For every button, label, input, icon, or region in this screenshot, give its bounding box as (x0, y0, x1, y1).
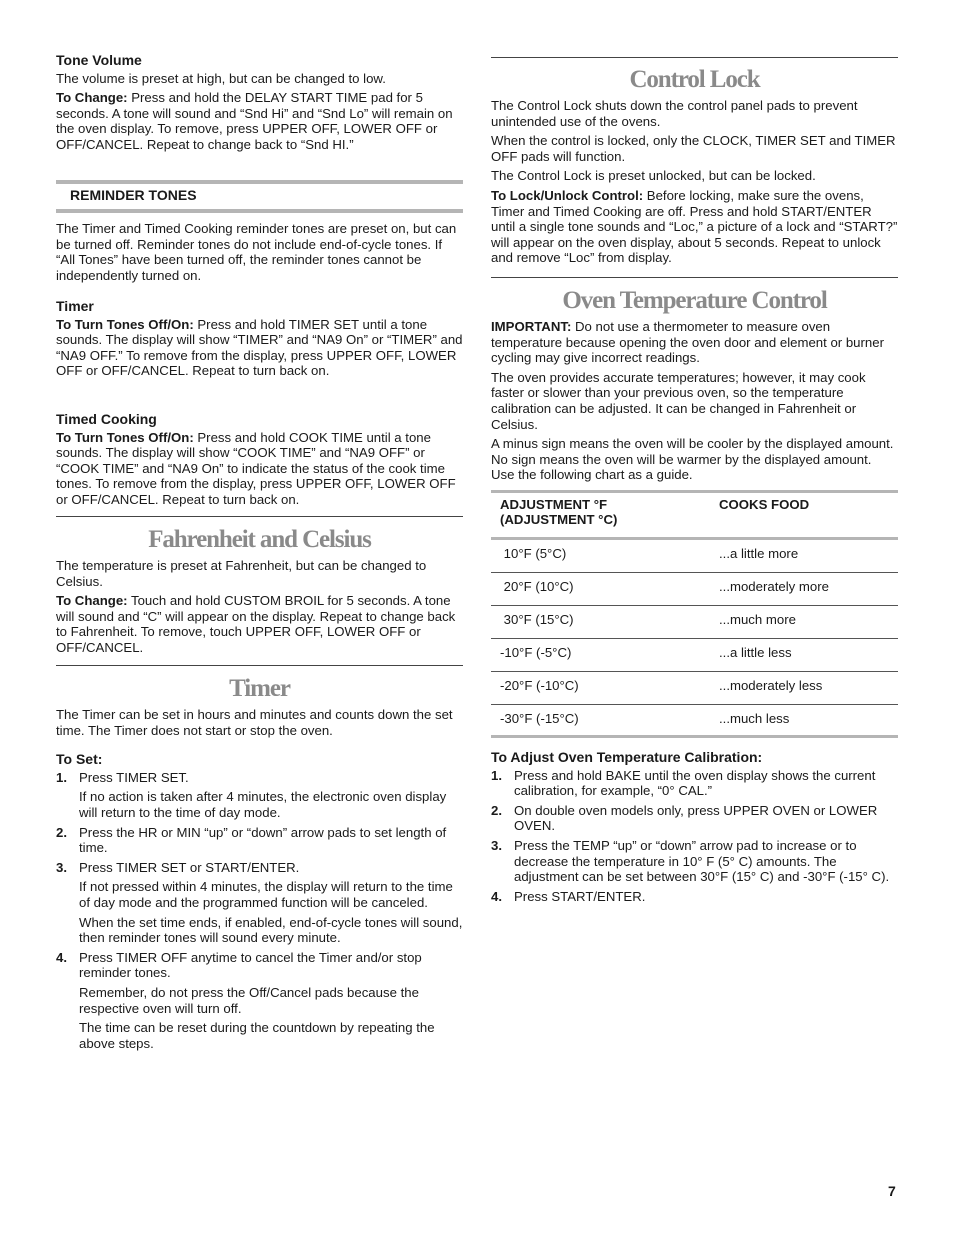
cell-cooks: ...much more (719, 612, 796, 627)
step-number: 4. (56, 949, 67, 965)
step-note: When the set time ends, if enabled, end-of-cycle tones will sound, then reminder tones will sound every minute. (79, 914, 463, 946)
timer-section (56, 675, 463, 1055)
reminder-timed-section (56, 412, 463, 512)
control-lock-p1: The Control Lock shuts down the control panel pads to prevent unintended use of the ovens. (491, 98, 858, 129)
control-lock-instructions (491, 188, 898, 266)
timed-cooking-lead: To Turn Tones Off/On: (56, 429, 194, 445)
step-number: 1. (56, 769, 67, 785)
reminder-bottom-bar (56, 209, 463, 213)
step-text: Press the TEMP “up” or “down” arrow pad to increase or to decrease the temperature in 10° F (5° C) amounts. The adjustment can be set between 30°F (15° C) and -30°F (-15° C). (514, 837, 890, 885)
timer-tones-heading: Timer (56, 298, 94, 314)
step-text: Press the HR or MIN “up” or “down” arrow pads to set length of time. (79, 824, 447, 856)
table-row (491, 606, 898, 639)
step-note: The time can be reset during the countdown by repeating the above steps. (79, 1020, 435, 1051)
control-lock-p3: The Control Lock is preset unlocked, but can be locked. (491, 168, 816, 184)
important-note (491, 319, 898, 366)
adjustment-table (491, 540, 898, 737)
fahrenheit-intro: The temperature is preset at Fahrenheit, but can be changed to Celsius. (56, 558, 427, 589)
fahrenheit-change-lead: To Change: (56, 593, 128, 609)
timer-tones-text (56, 317, 463, 379)
table-row (491, 672, 898, 705)
cell-adjustment: -20°F (-10°C) (500, 678, 579, 693)
timer-tones-body: Press and hold TIMER SET until a tone sounds. The display will show “TIMER” and “NA9 On” or “TIMER” and “NA9 OFF.” To remove from the display, press UPPER OFF, LOWER OFF or OFF/CANCEL. Repeat to turn back on. (56, 316, 463, 379)
important-lead: IMPORTANT: (491, 319, 572, 334)
fahrenheit-change-text: Touch and hold CUSTOM BROIL for 5 seconds. A tone will sound and “C” will appear on the display. Repeat to change back to Fahrenheit. To remove, touch UPPER OFF, LOWER OFF or OFF/CANCEL. (56, 593, 456, 655)
oven-temp-p2: The oven provides accurate temperatures; however, it may cook faster or slower than your previous oven, so the temperature calibration can be adjusted. It can be changed in Fahrenheit or Celsius. (491, 369, 866, 432)
fahrenheit-title: Fahrenheit and Celsius (148, 526, 371, 553)
tone-volume-intro: The volume is preset at high, but can be changed to low. (56, 70, 386, 86)
step-note: Remember, do not press the Off/Cancel pads because the respective oven will turn off. (79, 984, 419, 1016)
divider (491, 277, 898, 278)
step-number: 3. (491, 837, 502, 853)
header-adjustment (500, 497, 617, 527)
timed-cooking-heading: Timed Cooking (56, 411, 157, 427)
cell-cooks: ...moderately less (719, 678, 823, 693)
timed-cooking-body: Press and hold COOK TIME until a tone sounds. The display will show “COOK TIME” and “NA9 OFF” or “COOK TIME” and “NA9 On” to indicate the status of the cook time tones. To remove from the display, press UPPER OFF, LOWER OFF or OFF/CANCEL. Repeat to turn back on. (56, 429, 456, 507)
table-row (491, 573, 898, 606)
reminder-tones-heading: REMINDER TONES (70, 187, 197, 203)
step-number: 1. (491, 767, 502, 783)
cell-cooks: ...moderately more (719, 579, 829, 594)
page-number: 7 (888, 1183, 896, 1199)
cell-adjustment: -10°F (-5°C) (500, 645, 572, 660)
step-text: Press START/ENTER. (514, 888, 646, 904)
step-note: If not pressed within 4 minutes, the display will return to the time of day mode and the programmed function will be canceled. (79, 879, 453, 910)
timer-intro: The Timer can be set in hours and minutes and counts down the set time. The Timer does not start or stop the oven. (56, 707, 453, 738)
table-row (491, 639, 898, 672)
step-number: 3. (56, 859, 67, 875)
header-cooks-food: COOKS FOOD (719, 497, 810, 512)
cell-adjustment: 10°F (5°C) (500, 546, 567, 561)
cell-cooks: ...much less (719, 711, 790, 726)
calibration-step (491, 838, 898, 885)
step-text: Press TIMER SET or START/ENTER. (79, 859, 300, 875)
calibration-steps-list (491, 768, 898, 905)
timer-title: Timer (229, 675, 290, 702)
step-number: 4. (491, 888, 502, 904)
cell-adjustment: -30°F (-15°C) (500, 711, 579, 726)
reminder-timer-section (56, 299, 463, 383)
timer-step (56, 950, 463, 1052)
step-text: Press and hold BAKE until the oven display shows the current calibration, for example, “0° CAL.” (514, 767, 876, 799)
calibration-step (491, 768, 898, 799)
divider (56, 665, 463, 666)
timed-cooking-text (56, 430, 463, 508)
table-row (491, 540, 898, 573)
control-lock-section (491, 66, 898, 270)
step-number: 2. (491, 802, 502, 818)
header-adjustment-c: (ADJUSTMENT °C) (500, 512, 618, 527)
step-text: Press TIMER OFF anytime to cancel the Timer and/or stop reminder tones. (79, 949, 422, 981)
timer-steps-list (56, 770, 463, 1052)
cell-adjustment: 30°F (15°C) (500, 612, 574, 627)
tone-volume-heading: Tone Volume (56, 52, 142, 68)
cell-cooks: ...a little less (719, 645, 792, 660)
step-note: If no action is taken after 4 minutes, the electronic oven display will return to the time of day mode. (79, 789, 447, 820)
divider (491, 57, 898, 58)
tone-volume-change (56, 90, 463, 152)
to-set-heading: To Set: (56, 751, 103, 768)
timer-tones-lead: To Turn Tones Off/On: (56, 316, 194, 332)
lock-text: Before locking, make sure the ovens, Timer and Timed Cooking are off. Press and hold START/ENTER until a single tone sounds and “Loc,” a picture of a lock and “START?” will appear on the oven display, about 5 seconds. Repeat to unlock and remove “Loc” from display. (491, 187, 898, 266)
cell-cooks: ...a little more (719, 546, 799, 561)
reminder-intro: The Timer and Timed Cooking reminder tones are preset on, but can be turned off. Reminder tones do not include end-of-cycle tones. If “All Tones” have been turned off, the reminder tones cannot be independently turned on. (56, 221, 457, 283)
change-lead: To Change: (56, 90, 128, 106)
calibration-heading: To Adjust Oven Temperature Calibration: (491, 749, 763, 765)
tone-volume-section (56, 53, 463, 157)
divider (56, 516, 463, 517)
control-lock-title: Control Lock (629, 66, 760, 93)
reminder-tones-section (56, 221, 463, 287)
timer-step (56, 860, 463, 946)
step-number: 2. (56, 824, 67, 840)
timer-step (56, 825, 463, 856)
oven-temp-title: Oven Temperature Control (562, 287, 827, 314)
header-adjustment-f: ADJUSTMENT °F (500, 497, 608, 512)
cell-adjustment: 20°F (10°C) (500, 579, 574, 594)
fahrenheit-change (56, 593, 463, 655)
timer-step (56, 770, 463, 821)
table-row (491, 705, 898, 737)
step-text: On double oven models only, press UPPER OVEN or LOWER OVEN. (514, 802, 878, 834)
step-text: Press TIMER SET. (79, 769, 189, 785)
table-top-bar (491, 490, 898, 493)
control-lock-p2: When the control is locked, only the CLOCK, TIMER SET and TIMER OFF pads will function. (491, 133, 896, 164)
table-bottom-bar (491, 735, 898, 738)
calibration-step (491, 803, 898, 834)
calibration-step (491, 889, 898, 905)
oven-temp-p3: A minus sign means the oven will be cooler by the displayed amount. No sign means the oven will be warmer by the displayed amount. Use the following chart as a guide. (491, 436, 894, 483)
oven-temp-section (491, 287, 898, 487)
reminder-top-bar (56, 180, 463, 184)
change-text: Press and hold the DELAY START TIME pad for 5 seconds. A tone will sound and “Snd Hi” and “Snd Lo” will remain on the oven display. To remove, press UPPER OFF, LOWER OFF or OFF/CANCEL. Repeat to change back to “Snd HI.” (56, 90, 453, 152)
calibration-section (491, 750, 898, 908)
important-text: Do not use a thermometer to measure oven temperature because opening the oven door and element or burner cycling may give incorrect readings. (491, 319, 884, 366)
lock-lead: To Lock/Unlock Control: (491, 187, 644, 203)
fahrenheit-section (56, 526, 463, 660)
